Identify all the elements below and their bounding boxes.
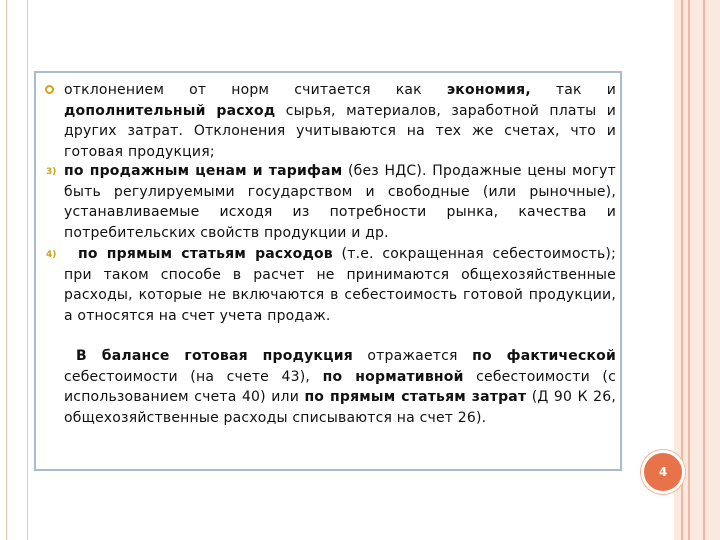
right-decorative-line-3 [703, 0, 705, 540]
list-marker-4: 4) [46, 250, 57, 260]
text-run: (Д 90 К 26, общехозяйственные расходы списываются на счет 26). [64, 389, 616, 426]
paragraph-sale-prices [64, 161, 616, 243]
paragraph-balance [64, 346, 616, 428]
bold-term-direct-cost-items: по прямым статьям затрат [304, 389, 527, 405]
page-number-badge: 4 [641, 450, 685, 494]
text-run: (без НДС). Продажные цены могут быть регулируемыми государством и свободные (или рыночные), устанавливаемые исходя из потребности рынка, качества и потребительских свойств продукции и др. [64, 163, 616, 241]
paragraph-deviations [64, 80, 616, 162]
bold-term-normative: по нормативной [322, 368, 464, 385]
text-run: себестоимости (на счете 43), [64, 368, 323, 385]
bold-term-additional-expense: дополнительный расход [64, 102, 276, 119]
text-run: отражается [352, 348, 473, 364]
text-run: отклонением от норм считается как [64, 82, 447, 98]
list-marker-3: 3) [46, 167, 57, 177]
bold-term-sale-prices: по продажным ценам и тарифам [64, 163, 343, 179]
text-run: так и [530, 82, 616, 98]
left-decorative-rule [6, 0, 28, 540]
text-run: сырья, материалов, заработной платы и других затрат. Отклонения учитываются на тех же счетах, что и готовая продукция; [64, 102, 617, 160]
right-decorative-line-2 [688, 0, 690, 540]
bold-term-balance: В балансе готовая продукция [76, 348, 353, 364]
bold-term-direct-costs: по прямым статьям расходов [78, 246, 333, 262]
bold-term-economy: экономия, [446, 82, 531, 98]
text-run: (т.е. сокращенная себестоимость); при таком способе в расчет не принимаются общехозяйственные расходы, которые не включаются в себестоимость готовой продукции, а относятся на счет учета продаж. [64, 246, 616, 324]
bold-term-actual: по фактической [472, 348, 616, 364]
text-run: себестоимости (с использованием счета 40) или [64, 368, 616, 405]
ring-bullet-icon [45, 85, 54, 94]
paragraph-direct-costs [64, 244, 616, 326]
